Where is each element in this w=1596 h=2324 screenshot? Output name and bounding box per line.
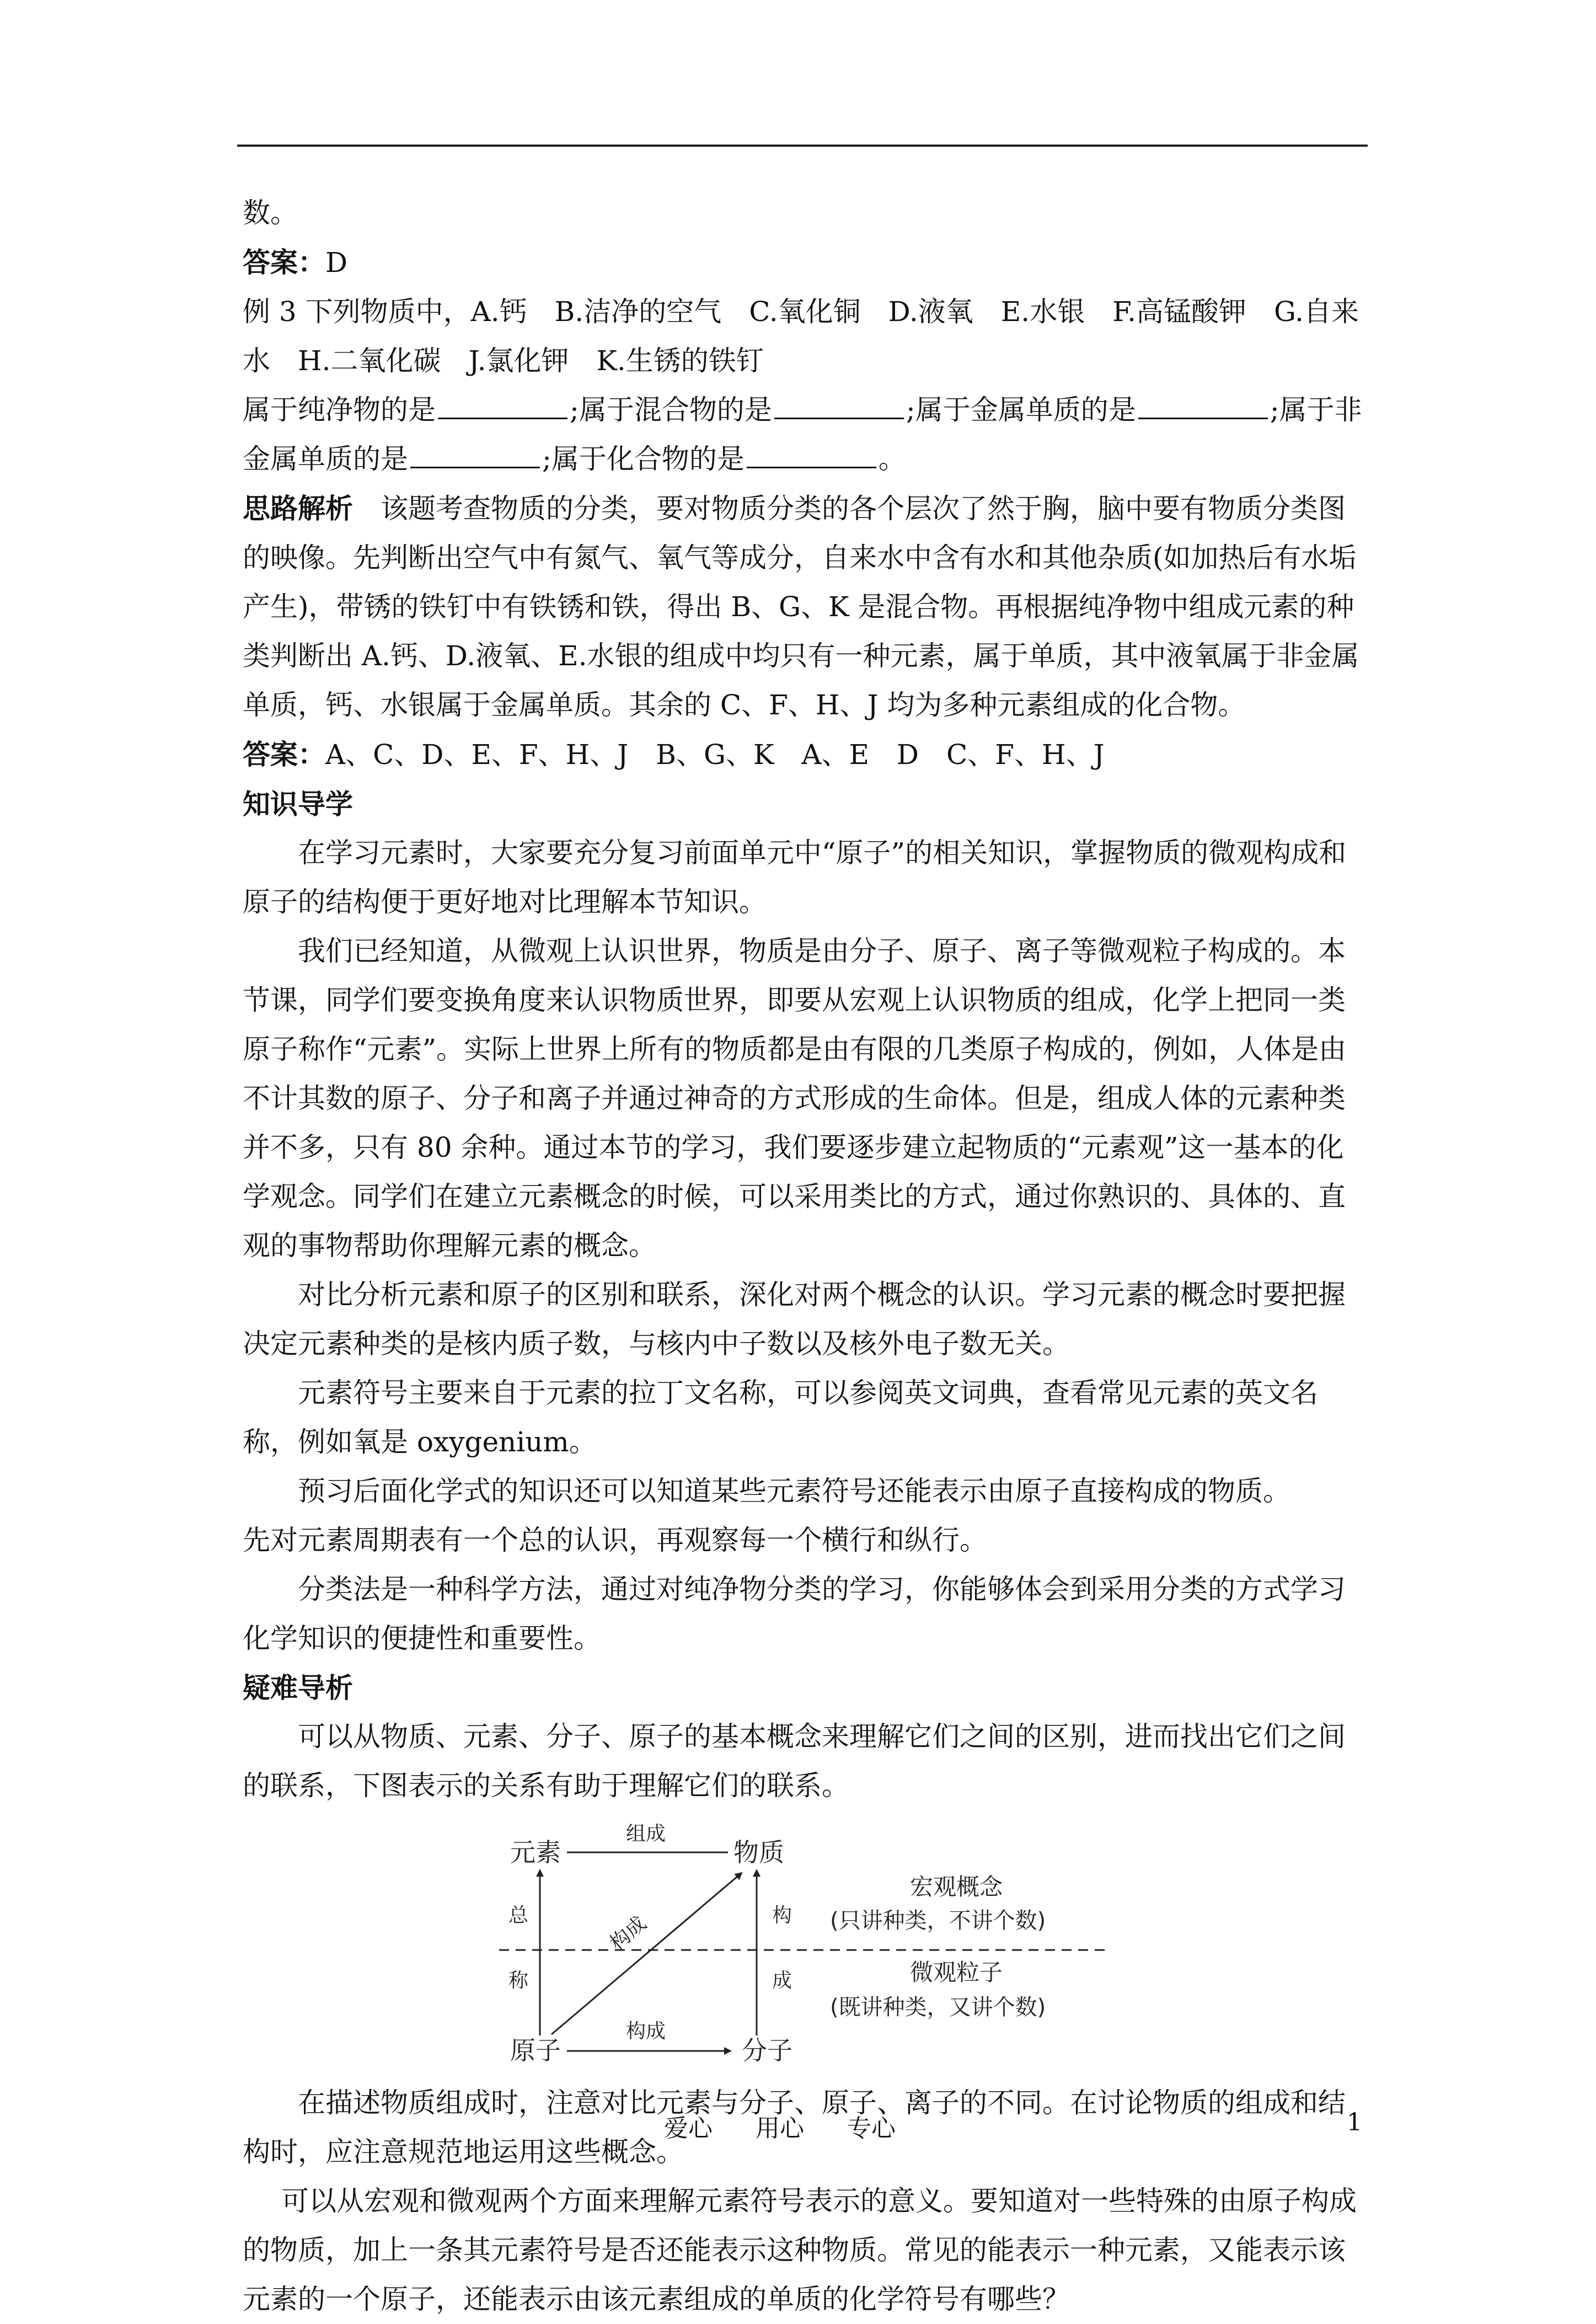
node-fenzi: 分子	[742, 2035, 792, 2065]
concept-relation-diagram	[243, 1815, 1368, 2074]
node-wuzhi: 物质	[733, 1837, 784, 1867]
paragraph: 可以从宏观和微观两个方面来理解元素符号表示的意义。要知道对一些特殊的由原子构成的物质，加上一条其元素符号是否还能表示这种物质。常见的能表示一种元素，又能表示该元素的一个原子，还能表示由该元素组成的单质的化学符号有哪些？	[243, 2185, 1357, 2315]
paragraph: 在学习元素时，大家要充分复习前面单元中“原子”的相关知识，掌握物质的微观构成和原子的结构便于更好地对比理解本节知识。	[243, 837, 1347, 918]
paragraph: 元素符号主要来自于元素的拉丁文名称，可以参阅英文词典，查看常见元素的英文名称，例如氧是 oxygenium。	[243, 1377, 1318, 1458]
q2-text: ;属于混合物的是	[570, 394, 772, 426]
analysis-text: 该题考查物质的分类，要对物质分类的各个层次了然于胸，脑中要有物质分类图的映像。先判断出空气中有氮气、氧气等成分，自来水中含有水和其他杂质(如加热后有水垢产生)，带锈的铁钉中有铁锈和铁，得出 B、G、K 是混合物。再根据纯净物中组成元素的种类判断出 A.钙、D.液氧、E.水银的组成中均只有一种元素，属于单质，其中液氧属于非金属单质，钙、水银属于金属单质。其余的 C、F、H、J 均为多种元素组成的化合物。	[243, 493, 1359, 721]
answer-blank	[774, 392, 904, 419]
q1-text: 属于纯净物的是	[243, 394, 436, 426]
diagram-svg	[243, 1815, 1368, 2074]
micro-title: 微观粒子	[910, 1959, 1003, 1986]
answer-label: 答案：	[243, 738, 325, 771]
page-number: 1	[1347, 2108, 1362, 2136]
footer-motto	[664, 2108, 939, 2144]
label-gou: 构	[772, 1904, 792, 1927]
answer-line-2	[243, 730, 1368, 779]
section-heading: 疑难导析	[243, 1671, 353, 1704]
macro-note: (只讲种类，不讲个数)	[830, 1908, 1046, 1933]
section-heading: 知识导学	[243, 788, 353, 820]
example-question: 例 3 下列物质中，A.钙 B.洁净的空气 C.氧化铜 D.液氧 E.水银 F.高锰酸钾 G.自来水 H.二氧化碳 J.氯化钾 K.生锈的铁钉	[243, 296, 1359, 377]
answer-value: D	[325, 247, 348, 279]
answer-blank	[410, 441, 540, 468]
q-end: 。	[878, 443, 906, 475]
text-line: 数。	[243, 197, 298, 229]
answer-line	[243, 238, 1368, 287]
answer-blank	[747, 441, 876, 468]
micro-note: (既讲种类，又讲个数)	[830, 1995, 1046, 2020]
q5-text: ;属于化合物的是	[542, 443, 745, 475]
macro-title: 宏观概念	[910, 1873, 1003, 1900]
node-yuansu: 元素	[510, 1837, 561, 1867]
paragraph: 对比分析元素和原子的区别和联系，深化对两个概念的认识。学习元素的概念时要把握决定元素种类的是核内质子数，与核内中子数以及核外电子数无关。	[243, 1279, 1346, 1360]
paragraph: 在描述物质组成时，注意对比元素与分子、原子、离子的不同。在讨论物质的组成和结构时，应注意规范地运用这些概念。	[243, 2087, 1346, 2168]
label-goucheng-bottom: 构成	[626, 2020, 666, 2043]
label-goucheng-diagonal: 构成	[606, 1912, 651, 1956]
paragraph: 分类法是一种科学方法，通过对纯净物分类的学习，你能够体会到采用分类的方式学习化学知识的便捷性和重要性。	[243, 1573, 1346, 1654]
paragraph: 预习后面化学式的知识还可以知道某些元素符号还能表示由原子直接构成的物质。	[298, 1475, 1290, 1507]
paragraph: 先对元素周期表有一个总的认识，再观察每一个横行和纵行。	[243, 1524, 987, 1556]
analysis-paragraph	[243, 484, 1368, 730]
label-cheng2: 成	[772, 1969, 792, 1992]
answer-blank	[438, 392, 567, 419]
footer-word: 用心	[756, 2114, 804, 2143]
q3-text: ;属于金属单质的是	[906, 394, 1136, 426]
label-cheng: 称	[508, 1969, 529, 1992]
label-zucheng: 组成	[626, 1823, 666, 1845]
answer-label: 答案：	[243, 246, 325, 279]
q4-text: ;属于非金属单质的是	[243, 394, 1362, 475]
page-footer	[0, 2108, 1596, 2141]
page-content	[243, 189, 1368, 2324]
footer-word: 专心	[847, 2114, 896, 2143]
paragraph: 可以从物质、元素、分子、原子的基本概念来理解它们之间的区别，进而找出它们之间的联系，下图表示的关系有助于理解它们的联系。	[243, 1721, 1346, 1802]
header-rule	[237, 145, 1368, 147]
analysis-label: 思路解析	[243, 492, 353, 525]
footer-word: 爱心	[664, 2114, 713, 2143]
answer-blank	[1138, 392, 1268, 419]
goucheng-diagonal-arrow	[551, 1873, 742, 2034]
answer-value: A、C、D、E、F、H、J B、G、K A、E D C、F、H、J	[325, 739, 1105, 771]
node-yuanzi: 原子	[510, 2035, 561, 2065]
fill-in-question	[243, 386, 1368, 484]
paragraph: 我们已经知道，从微观上认识世界，物质是由分子、原子、离子等微观粒子构成的。本节课，同学们要变换角度来认识物质世界，即要从宏观上认识物质的组成，化学上把同一类原子称作“元素”。实际上世界上所有的物质都是由有限的几类原子构成的，例如，人体是由不计其数的原子、分子和离子并通过神奇的方式形成的生命体。但是，组成人体的元素种类并不多，只有 80 余种。通过本节的学习，我们要逐步建立起物质的“元素观”这一基本的化学观念。同学们在建立元素概念的时候，可以采用类比的方式，通过你熟识的、具体的、直观的事物帮助你理解元素的概念。	[243, 935, 1347, 1262]
label-zong: 总	[508, 1904, 529, 1927]
